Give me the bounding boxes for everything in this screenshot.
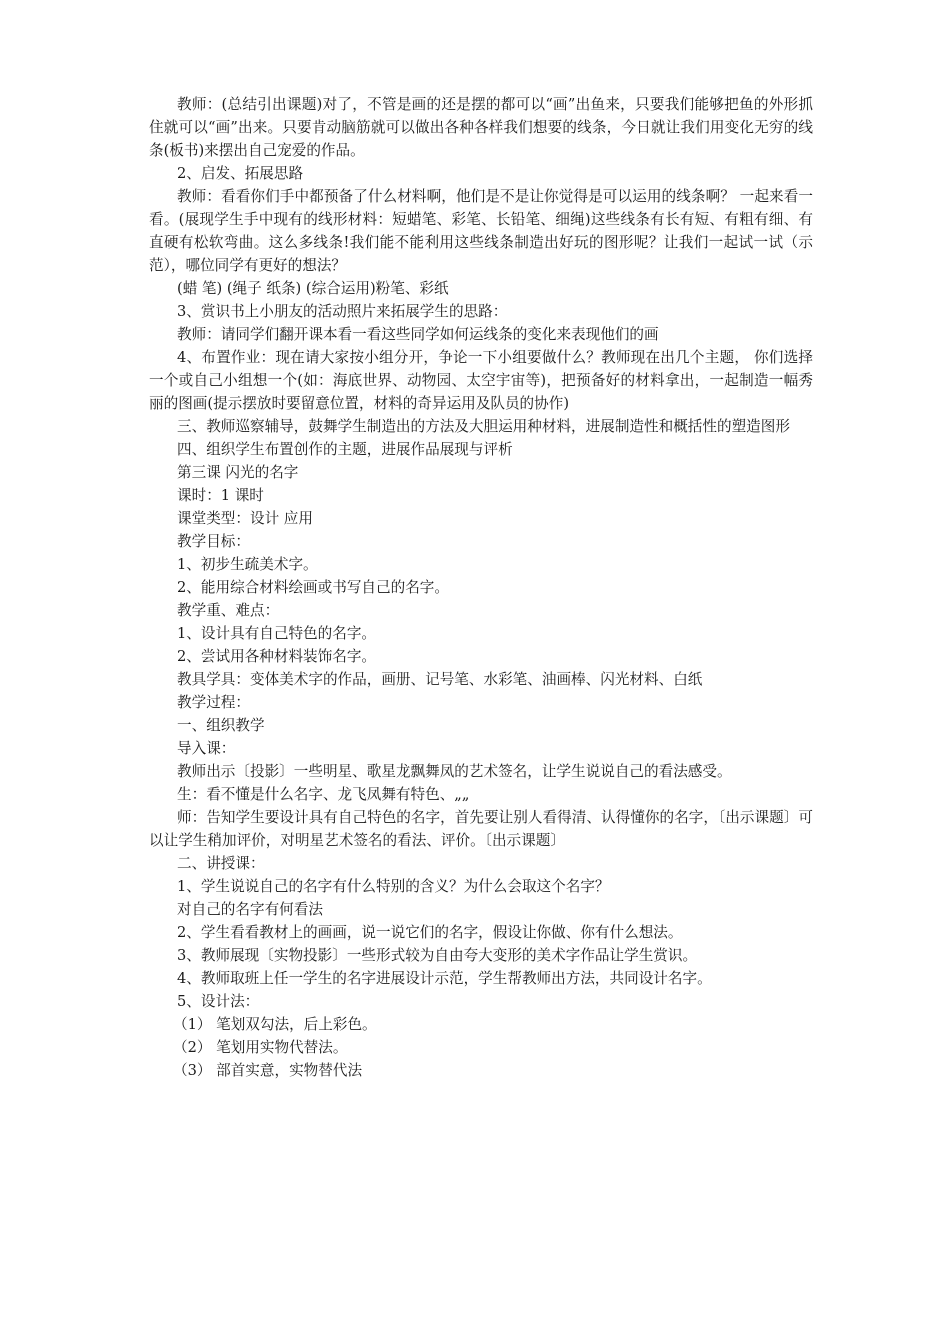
heading-lecture: 二、讲授课： bbox=[177, 855, 265, 872]
paragraph-signatures: 教师出示〔投影〕一些明星、歌星龙飘舞凤的艺术签名，让学生说说自己的看法感受。 bbox=[177, 763, 732, 780]
teaching-tools: 教具学具：变体美术字的作品，画册、记号笔、水彩笔、油画棒、闪光材料、白纸 bbox=[177, 671, 703, 688]
paragraph-teacher-explain: 师：告知学生要设计具有自己特色的名字，首先要让别人看得清、认得懂你的名字，〔出示课题〕可以让学生稍加评价，对明星艺术签名的看法、评价。〔出示课题〕 bbox=[149, 809, 813, 849]
method-item-2: （2） 笔划用实物代替法。 bbox=[173, 1039, 348, 1056]
document-body bbox=[149, 93, 813, 1082]
key-point-1: 1、设计具有自己特色的名字。 bbox=[177, 625, 377, 642]
paragraph-textbook: 教师：请同学们翻开课本看一看这些同学如何运线条的变化来表现他们的画 bbox=[177, 326, 659, 343]
lecture-item-1: 1、学生说说自己的名字有什么特别的含义？为什么会取这个名字？ bbox=[177, 878, 610, 895]
lesson-type: 课堂类型：设计 应用 bbox=[177, 510, 313, 527]
heading-key-points: 教学重、难点： bbox=[177, 602, 280, 619]
paragraph-evaluation: 四、组织学生布置创作的主题，进展作品展现与评析 bbox=[177, 441, 513, 458]
lecture-item-4: 4、教师取班上任一学生的名字进展设计示范，学生帮教师出方法，共同设计名字。 bbox=[177, 970, 712, 987]
key-point-2: 2、尝试用各种材料装饰名字。 bbox=[177, 648, 377, 665]
lesson-hours: 课时：1 课时 bbox=[177, 487, 264, 504]
method-item-3: （3） 部首实意，实物替代法 bbox=[173, 1062, 363, 1079]
lesson-title: 第三课 闪光的名字 bbox=[177, 464, 299, 481]
paragraph-materials: 教师：看看你们手中都预备了什么材料啊，他们是不是让你觉得是可以运用的线条啊？ 一起来看一看。(展现学生手中现有的线形材料：短蜡笔、彩笔、长铅笔、细绳)这些线条有长有短、有粗有细、有直硬有松软弯曲。这么多线条!我们能不能利用这些线条制造出好玩的图形呢？让我们一起试一试（示范），哪位同学有更好的想法？ bbox=[149, 188, 813, 274]
heading-inspire: 2、启发、拓展思路 bbox=[177, 165, 304, 182]
paragraph-summary: 教师：(总结引出课题)对了，不管是画的还是摆的都可以“画”出鱼来，只要我们能够把鱼的外形抓住就可以“画”出来。只要肯动脑筋就可以做出各种各样我们想要的线条，今日就让我们用变化无穷的线条(板书)来摆出自己宠爱的作品。 bbox=[149, 96, 813, 159]
paragraph-homework: 4、布置作业：现在请大家按小组分开，争论一下小组要做什么？教师现在出几个主题， 你们选择一个或自己小组想一个(如：海底世界、动物园、太空宇宙等)，把预备好的材料拿出，一起制造一幅秀丽的图画(提示摆放时要留意位置，材料的奇异运用及队员的协作) bbox=[149, 349, 813, 412]
heading-process: 教学过程： bbox=[177, 694, 250, 711]
lecture-item-1-cont: 对自己的名字有何看法 bbox=[177, 901, 323, 918]
goal-item-2: 2、能用综合材料绘画或书写自己的名字。 bbox=[177, 579, 449, 596]
method-item-1: （1） 笔划双勾法，后上彩色。 bbox=[173, 1016, 377, 1033]
lecture-item-2: 2、学生看看教材上的画画，说一说它们的名字，假设让你做、你有什么想法。 bbox=[177, 924, 683, 941]
paragraph-student-response: 生：看不懂是什么名字、龙飞凤舞有特色、„„ bbox=[177, 786, 470, 803]
paragraph-tour: 三、教师巡察辅导，鼓舞学生制造出的方法及大胆运用种材料，进展制造性和概括性的塑造图形 bbox=[177, 418, 790, 435]
heading-appreciate: 3、赏识书上小朋友的活动照片来拓展学生的思路： bbox=[177, 303, 508, 320]
goal-item-1: 1、初步生疏美术字。 bbox=[177, 556, 318, 573]
heading-organize: 一、组织教学 bbox=[177, 717, 265, 734]
lecture-item-5: 5、设计法： bbox=[177, 993, 260, 1010]
heading-goals: 教学目标： bbox=[177, 533, 250, 550]
heading-intro: 导入课： bbox=[177, 740, 236, 757]
paragraph-material-list: (蜡 笔) (绳子 纸条) (综合运用)粉笔、彩纸 bbox=[177, 280, 449, 297]
lecture-item-3: 3、教师展现〔实物投影〕一些形式较为自由夸大变形的美术字作品让学生赏识。 bbox=[177, 947, 698, 964]
